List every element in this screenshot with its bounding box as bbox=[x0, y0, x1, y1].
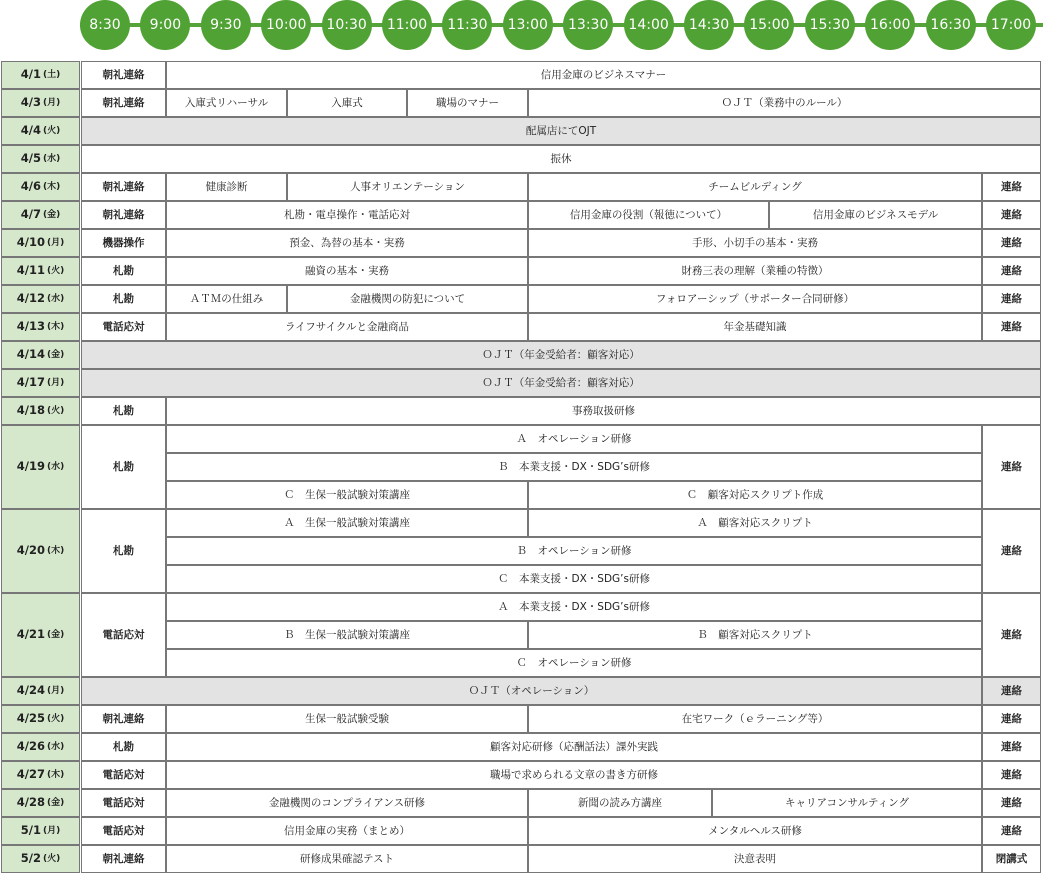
day-of-week: (月) bbox=[42, 825, 61, 836]
session-cell: 電話応対 bbox=[81, 313, 166, 341]
session-cell: 連絡 bbox=[982, 789, 1041, 817]
day-of-week: (金) bbox=[42, 209, 61, 220]
session-cell: 朝礼連絡 bbox=[81, 201, 166, 229]
session-cell: 年金基礎知識 bbox=[528, 313, 982, 341]
session-cell: 連絡 bbox=[982, 761, 1041, 789]
session-cell: 札勘 bbox=[81, 257, 166, 285]
date-label: 4/24 bbox=[16, 683, 45, 698]
session-cell: 電話応対 bbox=[81, 789, 166, 817]
session-cell: 入庫式 bbox=[287, 89, 407, 117]
date-cell bbox=[1, 677, 80, 705]
session-cell: 配属店にてOJT bbox=[81, 117, 1041, 145]
day-of-week: (金) bbox=[46, 349, 65, 360]
date-cell bbox=[1, 509, 80, 593]
date-label: 4/27 bbox=[16, 767, 45, 782]
date-label: 4/19 bbox=[16, 459, 45, 474]
day-of-week: (金) bbox=[46, 629, 65, 640]
session-cell: 財務三表の理解（業種の特徴） bbox=[528, 257, 982, 285]
session-cell: Ｂ 本業支援・DX・SDG’s研修 bbox=[166, 453, 982, 481]
date-cell bbox=[1, 705, 80, 733]
session-cell: 札勘 bbox=[81, 425, 166, 509]
session-cell: Ｂ 生保一般試験対策講座 bbox=[166, 621, 528, 649]
session-cell: 電話応対 bbox=[81, 761, 166, 789]
date-label: 4/26 bbox=[16, 739, 45, 754]
session-cell: 職場で求められる文章の書き方研修 bbox=[166, 761, 982, 789]
session-cell: Ａ オペレーション研修 bbox=[166, 425, 982, 453]
day-of-week: (木) bbox=[42, 181, 61, 192]
time-slot-circle: 11:00 bbox=[382, 0, 432, 50]
date-label: 4/6 bbox=[20, 179, 41, 194]
date-cell bbox=[1, 369, 80, 397]
session-cell: キャリアコンサルティング bbox=[712, 789, 982, 817]
time-slot-circle: 9:00 bbox=[140, 0, 190, 50]
date-label: 4/21 bbox=[16, 627, 45, 642]
date-label: 5/2 bbox=[20, 851, 41, 866]
time-slot-circle: 14:30 bbox=[684, 0, 734, 50]
time-slot-circle: 17:00 bbox=[986, 0, 1036, 50]
time-slot-circle: 13:00 bbox=[503, 0, 553, 50]
time-slot-circle: 16:00 bbox=[865, 0, 915, 50]
session-cell: 札勘 bbox=[81, 397, 166, 425]
session-cell: 連絡 bbox=[982, 425, 1041, 509]
day-of-week: (火) bbox=[46, 713, 65, 724]
session-cell: 新聞の読み方講座 bbox=[528, 789, 712, 817]
session-cell: メンタルヘルス研修 bbox=[528, 817, 982, 845]
day-of-week: (火) bbox=[42, 125, 61, 136]
session-cell: 札勘 bbox=[81, 733, 166, 761]
session-cell: フォロアーシップ（サポーター合同研修） bbox=[528, 285, 982, 313]
session-cell: Ａ 生保一般試験対策講座 bbox=[166, 509, 528, 537]
date-label: 4/20 bbox=[16, 543, 45, 558]
day-of-week: (火) bbox=[46, 265, 65, 276]
session-cell: 連絡 bbox=[982, 705, 1041, 733]
date-cell bbox=[1, 397, 80, 425]
date-label: 5/1 bbox=[20, 823, 41, 838]
time-slot-circle: 8:30 bbox=[80, 0, 130, 50]
day-of-week: (月) bbox=[42, 97, 61, 108]
session-cell: 信用金庫の役割（報徳について） bbox=[528, 201, 769, 229]
session-cell: 事務取扱研修 bbox=[166, 397, 1041, 425]
day-of-week: (水) bbox=[46, 741, 65, 752]
session-cell: 連絡 bbox=[982, 677, 1041, 705]
date-cell bbox=[1, 145, 80, 173]
day-of-week: (月) bbox=[46, 685, 65, 696]
date-cell bbox=[1, 257, 80, 285]
session-cell: ＯＪＴ（オペレーション） bbox=[81, 677, 982, 705]
session-cell: 閉講式 bbox=[982, 845, 1041, 873]
date-cell bbox=[1, 341, 80, 369]
session-cell: 朝礼連絡 bbox=[81, 845, 166, 873]
date-cell bbox=[1, 201, 80, 229]
day-of-week: (金) bbox=[46, 797, 65, 808]
date-cell bbox=[1, 817, 80, 845]
time-slot-circle: 9:30 bbox=[201, 0, 251, 50]
session-cell: 健康診断 bbox=[166, 173, 287, 201]
date-label: 4/10 bbox=[16, 235, 45, 250]
date-label: 4/3 bbox=[20, 95, 41, 110]
session-cell: 職場のマナー bbox=[407, 89, 528, 117]
date-cell bbox=[1, 173, 80, 201]
session-cell: 札勘 bbox=[81, 285, 166, 313]
session-cell: 電話応対 bbox=[81, 593, 166, 677]
date-cell bbox=[1, 117, 80, 145]
session-cell: ＯＪＴ（業務中のルール） bbox=[528, 89, 1041, 117]
date-label: 4/1 bbox=[20, 67, 41, 82]
session-cell: 連絡 bbox=[982, 733, 1041, 761]
date-label: 4/12 bbox=[16, 291, 45, 306]
day-of-week: (木) bbox=[46, 545, 65, 556]
time-slot-circle: 10:30 bbox=[322, 0, 372, 50]
date-cell bbox=[1, 285, 80, 313]
day-of-week: (水) bbox=[46, 461, 65, 472]
date-label: 4/28 bbox=[16, 795, 45, 810]
session-cell: 人事オリエンテーション bbox=[287, 173, 528, 201]
session-cell: 朝礼連絡 bbox=[81, 173, 166, 201]
session-cell: 金融機関のコンプライアンス研修 bbox=[166, 789, 528, 817]
time-slot-circle: 15:30 bbox=[805, 0, 855, 50]
session-cell: Ｃ 本業支援・DX・SDG’s研修 bbox=[166, 565, 982, 593]
session-cell: 入庫式リハーサル bbox=[166, 89, 287, 117]
date-label: 4/25 bbox=[16, 711, 45, 726]
date-label: 4/14 bbox=[16, 347, 45, 362]
date-cell bbox=[1, 789, 80, 817]
session-cell: Ｃ オペレーション研修 bbox=[166, 649, 982, 677]
date-label: 4/4 bbox=[20, 123, 41, 138]
session-cell: Ａ 本業支援・DX・SDG’s研修 bbox=[166, 593, 982, 621]
session-cell: 生保一般試験受験 bbox=[166, 705, 528, 733]
session-cell: 朝礼連絡 bbox=[81, 61, 166, 89]
session-cell: 連絡 bbox=[982, 313, 1041, 341]
session-cell: 信用金庫の実務（まとめ） bbox=[166, 817, 528, 845]
date-cell bbox=[1, 425, 80, 509]
session-cell: Ｃ 顧客対応スクリプト作成 bbox=[528, 481, 982, 509]
date-label: 4/18 bbox=[16, 403, 45, 418]
date-cell bbox=[1, 845, 80, 873]
session-cell: 電話応対 bbox=[81, 817, 166, 845]
time-slot-circle: 14:00 bbox=[624, 0, 674, 50]
session-cell: 機器操作 bbox=[81, 229, 166, 257]
day-of-week: (水) bbox=[46, 293, 65, 304]
session-cell: 信用金庫のビジネスモデル bbox=[769, 201, 982, 229]
session-cell: ＯＪＴ（年金受給者：顧客対応） bbox=[81, 369, 1041, 397]
session-cell: 連絡 bbox=[982, 285, 1041, 313]
time-slot-circle: 10:00 bbox=[261, 0, 311, 50]
date-cell bbox=[1, 61, 80, 89]
session-cell: 札勘・電卓操作・電話応対 bbox=[166, 201, 528, 229]
time-slot-circle: 15:00 bbox=[744, 0, 794, 50]
day-of-week: (木) bbox=[46, 769, 65, 780]
date-cell bbox=[1, 89, 80, 117]
day-of-week: (火) bbox=[42, 853, 61, 864]
session-cell: ＡＴＭの仕組み bbox=[166, 285, 287, 313]
session-cell: Ａ 顧客対応スクリプト bbox=[528, 509, 982, 537]
time-slot-circle: 13:30 bbox=[563, 0, 613, 50]
session-cell: Ｂ オペレーション研修 bbox=[166, 537, 982, 565]
date-cell bbox=[1, 593, 80, 677]
time-slot-circle: 11:30 bbox=[442, 0, 492, 50]
session-cell: 連絡 bbox=[982, 817, 1041, 845]
session-cell: ＯＪＴ（年金受給者：顧客対応） bbox=[81, 341, 1041, 369]
session-cell: 手形、小切手の基本・実務 bbox=[528, 229, 982, 257]
session-cell: 在宅ワーク（ｅラーニング等） bbox=[528, 705, 982, 733]
date-cell bbox=[1, 313, 80, 341]
date-label: 4/13 bbox=[16, 319, 45, 334]
date-label: 4/11 bbox=[16, 263, 45, 278]
session-cell: 朝礼連絡 bbox=[81, 89, 166, 117]
session-cell: 連絡 bbox=[982, 173, 1041, 201]
session-cell: 研修成果確認テスト bbox=[166, 845, 528, 873]
day-of-week: (月) bbox=[46, 237, 65, 248]
day-of-week: (火) bbox=[46, 405, 65, 416]
session-cell: Ｂ 顧客対応スクリプト bbox=[528, 621, 982, 649]
session-cell: 連絡 bbox=[982, 201, 1041, 229]
session-cell: 融資の基本・実務 bbox=[166, 257, 528, 285]
session-cell: Ｃ 生保一般試験対策講座 bbox=[166, 481, 528, 509]
session-cell: 連絡 bbox=[982, 509, 1041, 593]
session-cell: 振休 bbox=[81, 145, 1041, 173]
session-cell: 朝礼連絡 bbox=[81, 705, 166, 733]
session-cell: ライフサイクルと金融商品 bbox=[166, 313, 528, 341]
session-cell: 顧客対応研修（応酬話法）課外実践 bbox=[166, 733, 982, 761]
session-cell: 金融機関の防犯について bbox=[287, 285, 528, 313]
date-cell bbox=[1, 733, 80, 761]
date-label: 4/17 bbox=[16, 375, 45, 390]
session-cell: 連絡 bbox=[982, 593, 1041, 677]
session-cell: 決意表明 bbox=[528, 845, 982, 873]
time-slot-circle: 16:30 bbox=[926, 0, 976, 50]
day-of-week: (水) bbox=[42, 153, 61, 164]
date-cell bbox=[1, 761, 80, 789]
day-of-week: (月) bbox=[46, 377, 65, 388]
session-cell: 信用金庫のビジネスマナー bbox=[166, 61, 1041, 89]
day-of-week: (土) bbox=[42, 69, 61, 80]
date-label: 4/7 bbox=[20, 207, 41, 222]
session-cell: 連絡 bbox=[982, 229, 1041, 257]
day-of-week: (木) bbox=[46, 321, 65, 332]
session-cell: 預金、為替の基本・実務 bbox=[166, 229, 528, 257]
session-cell: 連絡 bbox=[982, 257, 1041, 285]
session-cell: 札勘 bbox=[81, 509, 166, 593]
date-label: 4/5 bbox=[20, 151, 41, 166]
session-cell: チームビルディング bbox=[528, 173, 982, 201]
date-cell bbox=[1, 229, 80, 257]
